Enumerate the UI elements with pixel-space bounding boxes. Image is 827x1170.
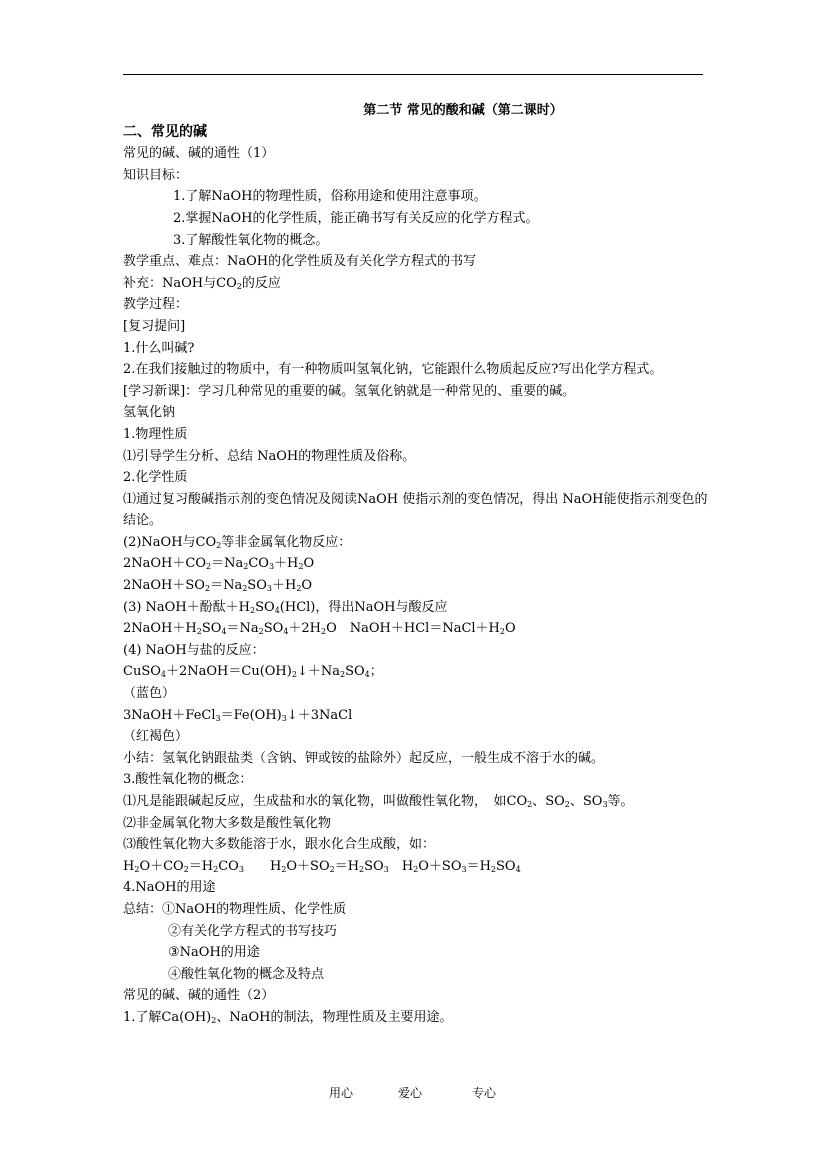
summary-item: ②有关化学方程式的书写技巧: [168, 923, 338, 939]
text-line: [复习提问]: [123, 318, 186, 334]
text-line: 常见的碱、碱的通性（2）: [123, 988, 275, 1004]
summary-item: ④酸性氧化物的概念及特点: [168, 966, 325, 982]
text-line: (4) NaOH与盐的反应：: [123, 642, 265, 658]
text-line: 1.什么叫碱?: [123, 340, 195, 356]
text-paragraph: ⑴通过复习酸碱指示剂的变色情况及阅读NaOH 使指示剂的变色情况，得出 NaOH能使指示剂变色的结论。: [123, 491, 708, 529]
text-line: ⑵非金属氧化物大多数是酸性氧化物: [123, 815, 332, 831]
footer-text: 爱心: [398, 1086, 423, 1100]
text-line: ⑴引导学生分析、总结 NaOH的物理性质及俗称。: [123, 448, 416, 464]
text-line: 补充：NaOH与$CO_2$的反应: [123, 275, 281, 291]
text-line: 教学过程：: [123, 297, 189, 313]
section-heading: 二、常见的碱: [123, 123, 207, 140]
text-line: （蓝色）: [123, 686, 176, 702]
text-line: ⑴凡是能跟碱起反应，生成盐和水的氧化物，叫做酸性氧化物， 如$CO_2$、$SO_2$、$SO_3$等。: [123, 794, 634, 809]
text-line: 1.物理性质: [123, 426, 188, 442]
text-line: 知识目标：: [123, 167, 189, 183]
footer-text: 专心: [472, 1086, 497, 1100]
text-line: （红褐色）: [123, 729, 189, 745]
footer-text: 用心: [329, 1086, 354, 1100]
text-line: 3.酸性氧化物的概念：: [123, 772, 253, 788]
summary-item: ③NaOH的用途: [168, 945, 260, 961]
text-line: 教学重点、难点：NaOH的化学性质及有关化学方程式的书写: [123, 254, 477, 270]
text-line: ⑶酸性氧化物大多数能溶于水，跟水化合生成酸，如：: [123, 837, 436, 853]
text-line: (3) NaOH＋酚酞$+H_2SO_4(HCl)$，得出NaOH与酸反应: [123, 599, 448, 615]
text-line: [学习新课]：学习几种常见的重要的碱。氢氧化钠就是一种常见的、重要的碱。: [123, 383, 576, 399]
document-body: [123, 100, 713, 1029]
text-line: 2.化学性质: [123, 470, 188, 486]
equation: $2NaOH+SO_2=Na_2SO_3+H_2O$: [123, 578, 313, 594]
text-line: 常见的碱、碱的通性（1）: [123, 146, 275, 162]
objective-item: 2.掌握NaOH的化学性质，能正确书写有关反应的化学方程式。: [173, 210, 539, 226]
text-line: 氢氧化钠: [123, 405, 176, 421]
text-paragraph: 2.在我们接触过的物质中，有一种物质叫氢氧化钠，它能跟什么物质起反应?写出化学方程式。: [123, 362, 663, 378]
text-line: (2)NaOH与$CO_2$等非金属氧化物反应：: [123, 534, 352, 550]
page-title: 第二节 常见的酸和碱（第二课时）: [363, 103, 563, 118]
text-line: 小结：氢氧化钠跟盐类（含钠、钾或铵的盐除外）起反应，一般生成不溶于水的碱。: [123, 750, 605, 766]
summary-item: 总结：①NaOH的物理性质、化学性质: [123, 901, 347, 917]
equation: $H_2O+CO_2=H_2CO_3$ $H_2O+SO_2=H_2SO_3$ $H_2O+SO_3=H_2SO_4$: [123, 858, 521, 874]
equation: $2NaOH+H_2SO_4=Na_2SO_4+2H_2O$ $NaOH+HCl=NaCl+H_2O$: [123, 621, 516, 637]
text-line: 1.了解$Ca(OH)_2$、NaOH的制法，物理性质及主要用途。: [123, 1009, 453, 1025]
equation: $3NaOH+FeCl_3=Fe(OH)_3↓+3NaCl$: [123, 707, 353, 723]
objective-item: 3.了解酸性氧化物的概念。: [173, 232, 329, 248]
header-rule: [123, 74, 703, 75]
objective-item: 1.了解NaOH的物理性质，俗称用途和使用注意事项。: [173, 189, 487, 205]
equation: $2NaOH+CO_2=Na_2CO_3+H_2O$: [123, 556, 315, 572]
text-line: 4.NaOH的用途: [123, 880, 216, 896]
equation: $CuSO_4+2NaOH=Cu(OH)_2↓+Na_2SO_4$；: [123, 664, 383, 680]
